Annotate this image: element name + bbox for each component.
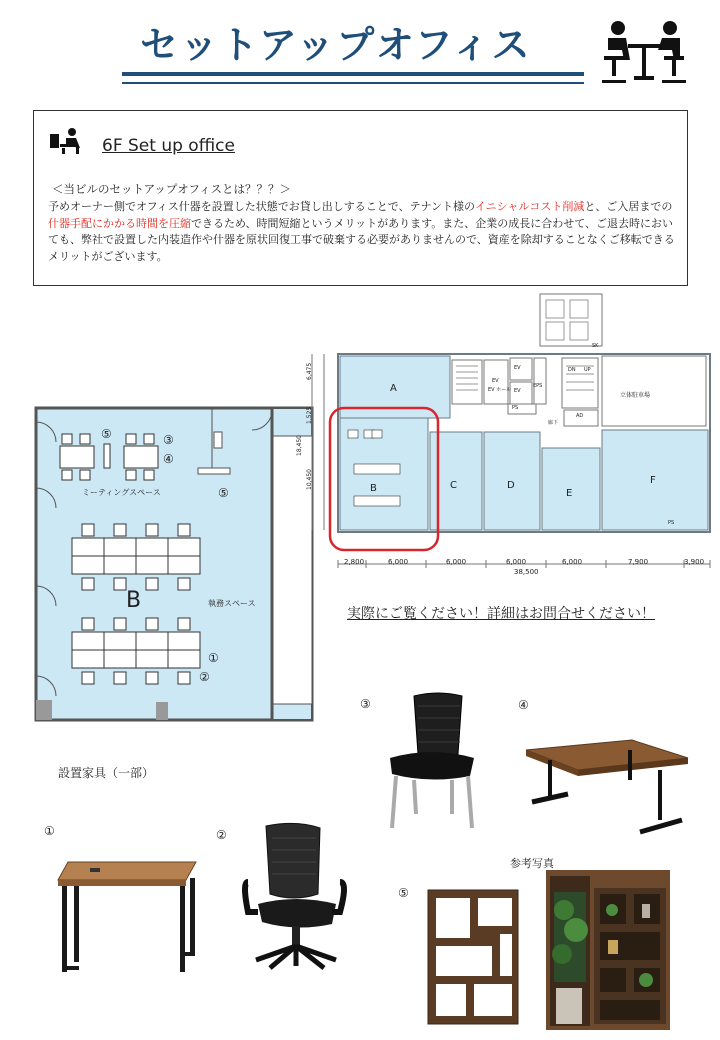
room-c-label: C [450,480,457,491]
mesh-chair-illustration [382,690,482,840]
marker-3-chair: ③ [163,433,174,447]
marker-1-desk: ① [208,651,219,665]
marker-4-table: ④ [163,452,174,466]
furniture-num-5: ⑤ [398,886,409,900]
floorplan-overview [300,292,718,582]
sk-label: SK [592,343,599,349]
title-underline [122,72,584,76]
eps-label: EPS [533,383,543,389]
dim-6: 7,900 [628,558,649,566]
parking-label: 立体駐車場 [620,392,651,399]
marker-5-partition: ⑤ [218,486,229,500]
dim-1: 2,800 [344,558,365,566]
info-body-text-3: できるため、時間短縮というメリットがあります。また、企業の成長に合わせて、ご退去時においても、弊社で設置した内装造作や什器を原状回復工事で破棄する必要がありませんので、資産を除却することなくご移転できるメリットがございます。 [48,216,675,263]
furniture-num-3: ③ [360,697,371,711]
ev-label-3: EV [492,378,499,384]
up-label: UP [584,367,591,373]
dim-5: 6,000 [562,558,583,566]
office-space-label: 執務スペース [208,599,256,608]
bookshelf-illustration [426,888,522,1028]
dim-3: 6,000 [446,558,467,566]
contact-cta: 実際にご覧ください！詳細はお問合せください！ [347,606,655,622]
info-subtitle: ＜当ビルのセットアップオフィスとは？？？＞ [52,182,291,196]
room-b-mini-label: B [370,483,377,494]
ev-label-2: EV [514,388,521,394]
desk-worker-icon [50,124,86,156]
room-a-label: A [390,383,397,394]
furniture-num-2: ② [216,828,227,842]
info-title: 6F Set up office [102,136,235,156]
info-body-text-2: と、ご入居までの [584,200,673,213]
dim-total: 38,500 [514,568,539,576]
ad-label: AD [576,413,584,419]
dim-2: 6,000 [388,558,409,566]
corridor-label: 廊下 [548,420,559,426]
title-underline-thin [122,82,584,84]
ev-hall-label: EV ホール [488,387,512,393]
page-title: セットアップオフィス [140,23,532,67]
reference-photo-label: 参考写真 [510,857,554,870]
dim-side-4: 18,450 [296,435,303,456]
info-body [48,199,678,265]
dn-label: DN [568,367,576,373]
ps-label: PS [512,405,519,411]
dim-7: 3,900 [684,558,705,566]
room-e-label: E [566,488,573,499]
room-f-label: F [650,475,656,486]
info-body-highlight-2: 什器手配にかかる時間を圧縮 [48,216,191,230]
ps-label-2: PS [668,520,675,526]
meeting-space-label: ミーティングスペース [82,488,161,497]
marker-5-shelf: ⑤ [101,427,112,441]
reference-photo [546,870,670,1030]
furniture-num-4: ④ [518,698,529,712]
marker-2-chair: ② [199,670,210,684]
room-b-label: B [126,588,142,613]
meeting-table-illustration [522,736,692,840]
office-chair-illustration [236,822,356,972]
furniture-heading: 設置家具（一部） [58,766,155,780]
ev-label-1: EV [514,365,521,371]
furniture-num-1: ① [44,824,55,838]
info-body-text-1: 予めオーナー側でオフィス什器を設置した状態でお貸し出しすることで、テナント様の [48,200,476,213]
dim-side-2: 1,525 [306,406,313,424]
dim-side-1: 6,475 [306,362,313,380]
meeting-people-icon [598,16,690,90]
info-body-highlight-1: イニシャルコスト削減 [475,200,585,213]
room-d-label: D [507,480,515,491]
dim-4: 6,000 [506,558,527,566]
dim-side-3: 10,450 [306,469,313,490]
desk-illustration [52,856,202,976]
